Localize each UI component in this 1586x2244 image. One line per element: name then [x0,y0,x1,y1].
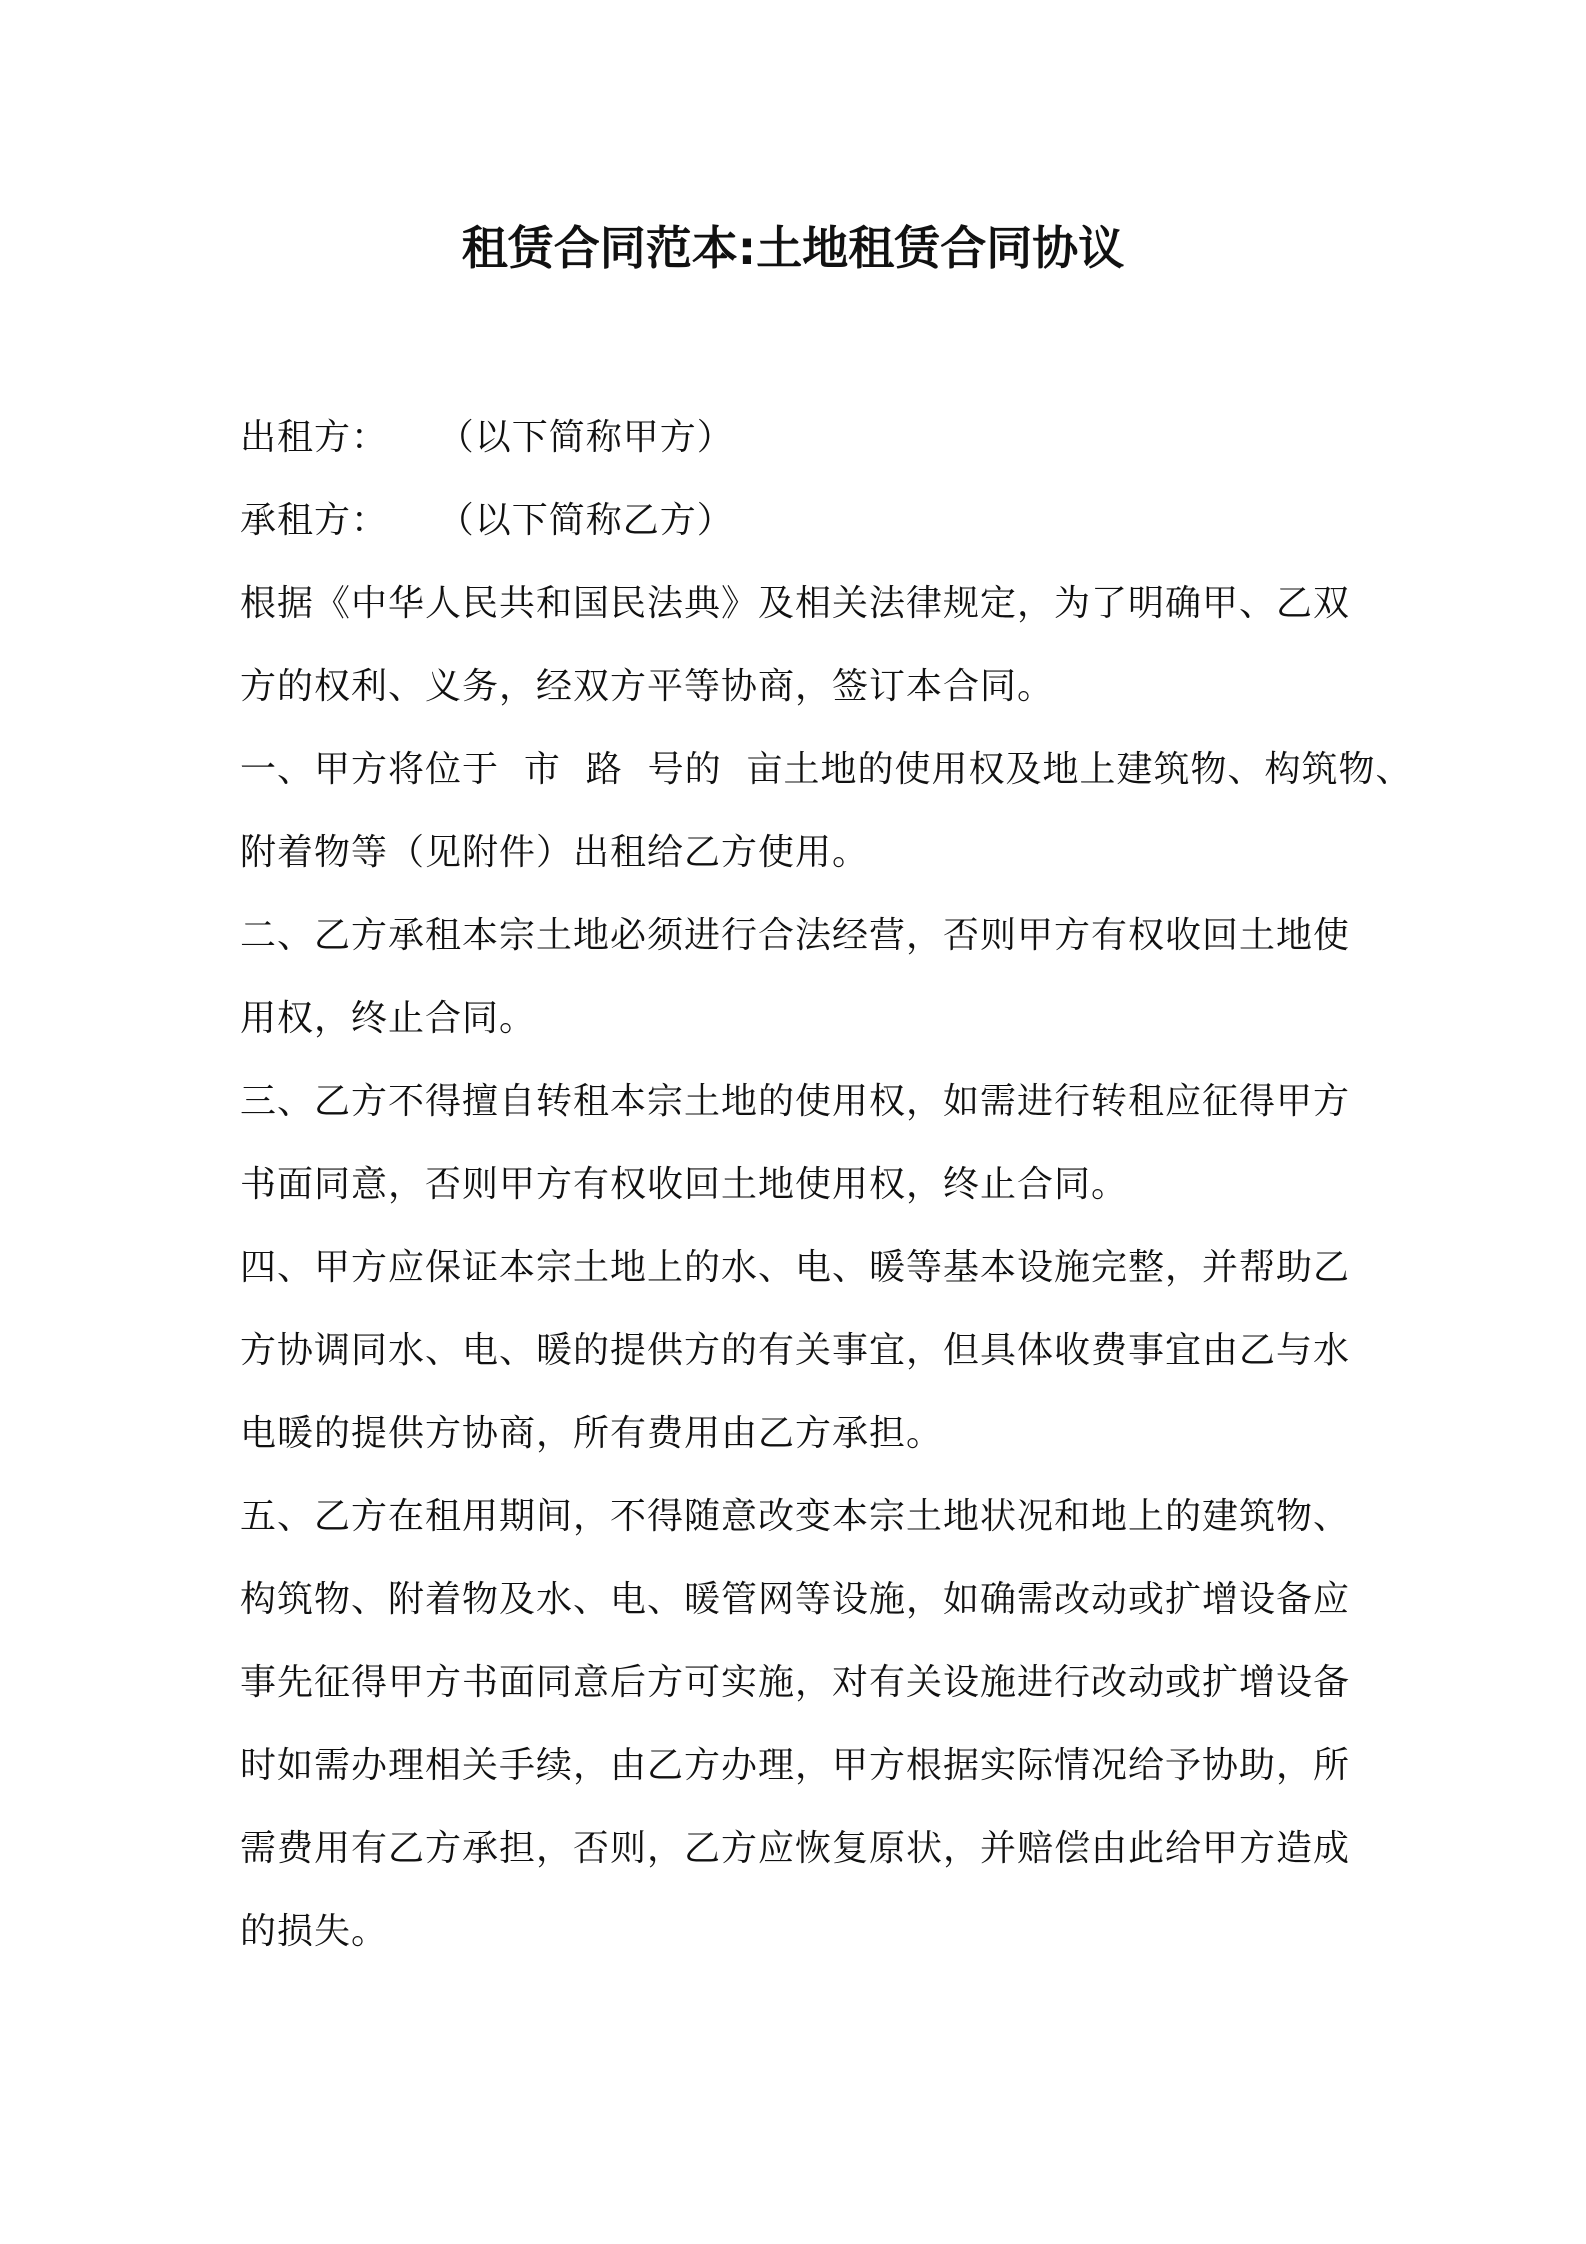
clause-5-line: 的损失。 [240,1911,389,1952]
document-body [240,396,1413,1973]
preamble-line: 方的权利、义务，经双方平等协商，签订本合同。 [240,666,1055,707]
clause-3-line: 三、乙方不得擅自转租本宗土地的使用权，如需进行转租应征得甲方 [240,1081,1351,1122]
clause-3-line: 书面同意，否则甲方有权收回土地使用权，终止合同。 [240,1164,1129,1205]
clause-5-line: 需费用有乙方承担，否则，乙方应恢复原状，并赔偿由此给甲方造成 [240,1828,1351,1869]
lessee-line: 承租方： （以下简称乙方） [240,500,734,541]
clause-5-line: 事先征得甲方书面同意后方可实施，对有关设施进行改动或扩增设备 [240,1662,1351,1703]
clause-4-line: 方协调同水、电、暖的提供方的有关事宜，但具体收费事宜由乙与水 [240,1330,1351,1371]
clause-2-line: 二、乙方承租本宗土地必须进行合法经营，否则甲方有权收回土地使 [240,915,1351,956]
clause-1-line: 附着物等（见附件）出租给乙方使用。 [240,832,870,873]
clause-5-line: 时如需办理相关手续，由乙方办理，甲方根据实际情况给予协助，所 [240,1745,1351,1786]
clause-4-line: 电暖的提供方协商，所有费用由乙方承担。 [240,1413,944,1454]
clause-5-line: 构筑物、附着物及水、电、暖管网等设施，如确需改动或扩增设备应 [240,1579,1351,1620]
document-title: 租赁合同范本:土地租赁合同协议 [461,221,1125,275]
clause-2-line: 用权，终止合同。 [240,998,537,1039]
clause-1-line: 一、甲方将位于 市 路 号的 亩土地的使用权及地上建筑物、构筑物、 [240,749,1413,790]
clause-5-line: 五、乙方在租用期间，不得随意改变本宗土地状况和地上的建筑物、 [240,1496,1351,1537]
lessor-line: 出租方： （以下简称甲方） [240,417,734,458]
clause-4-line: 四、甲方应保证本宗土地上的水、电、暖等基本设施完整，并帮助乙 [240,1247,1351,1288]
preamble-line: 根据《中华人民共和国民法典》及相关法律规定，为了明确甲、乙双 [240,583,1351,624]
